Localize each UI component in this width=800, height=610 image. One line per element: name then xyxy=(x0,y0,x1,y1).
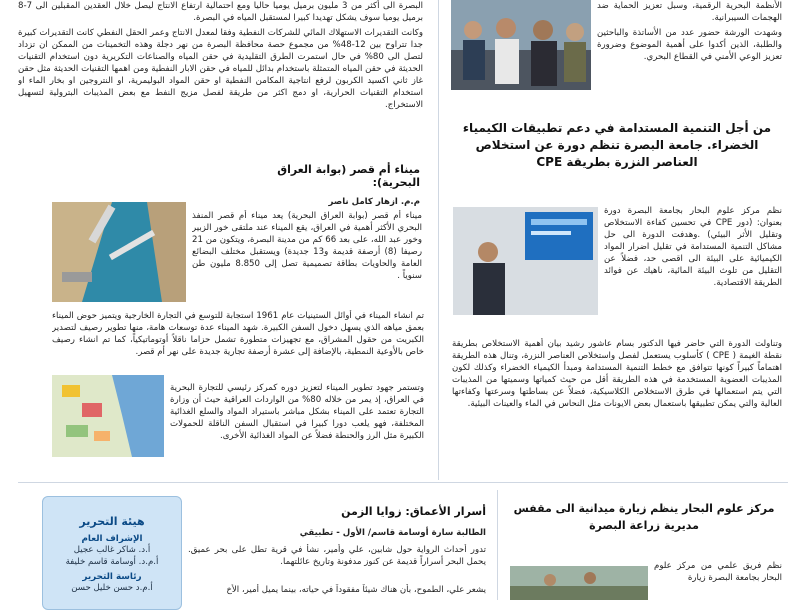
novel-body: تدور أحداث الرواية حول شابين، علي وأمير، نشأ في قرية تطل على بحر عميق. يحمل البحر أسراراً قديمة عن كنوز مدفونة وتاريخ عائلتهما. xyxy=(188,545,486,567)
supervisor-name: أ.م.د. أوسامة قاسم خليفة xyxy=(65,557,159,567)
top-left-article xyxy=(18,0,423,142)
location-map-illustration xyxy=(52,375,164,457)
visit-illustration xyxy=(510,566,648,600)
port-author: م.م. ازهار كامل ناصر xyxy=(328,197,420,207)
novel-body-continued: يشعر علي، الطموح، بأن هناك شيئاً مفقوداً في حياته، بينما يميل أمير، الأخ xyxy=(226,585,486,595)
visit-article-title: مركز علوم البحار ينظم زيارة ميدانية الى مقفس مديرية زراعة البصرة xyxy=(513,502,775,532)
port-body-2: وتستمر جهود تطوير الميناء لتعزيز دوره كمركز رئيسي للتجارة البحرية في العراق، إذ يمر من خلاله 80% من الواردات العراقية حيث أن وزارة التجارة تعتمد على الميناء بشكل مباشر باستيراد المواد والسلع الغذائية المختلفة، فهو يلعب دورا كبيرا في استقبال السفن الناقلة للحمولات الكبيرة مثل الرز والحنطة فضلاً عن المواد الغذائية الأخرى. xyxy=(170,383,424,441)
green-article-body: وتناولت الدورة التي حاضر فيها الدكتور بسام عاشور رشيد بيان أهمية الاستخلاص بطريقة نقطة الغيمة ( CPE ) كأسلوب يستعمل لفصل واستخلاص العناصر النزرة، وتنال هذه الطريقة اهتماماً كبيراً كونها تتوافق مع خطط التنمية المستدامة ومبدأ الكيمياء الخضراء وكذلك لكون المذيبات العضوية المستخدمة في هذه الطريقة أقل من حيث كمياتها وسميتها من المذيبات التي يتم استعمالها في طرق الاستخلاص الكلاسيكية، فضلاً عن بساطتها وسرعتها وكفاءتها العالية والتي يمكن تطبيقها باستعمال بعض الايونات مثل النحاس في الماء والعينات البيئية. xyxy=(452,339,782,409)
column-divider-bottom xyxy=(497,490,498,600)
visit-article-body: نظم فريق علمي من مركز علوم البحار بجامعة البصرة زيارة xyxy=(654,561,782,583)
paragraph: وشهدت الورشة حضور عدد من الأساتذة والباحثين والطلبة، الذين أكدوا على أهمية الموضوع وضرورة تعزيز الوعي الأمني في القطاع البحري. xyxy=(597,28,782,62)
port-aerial-photo xyxy=(52,202,186,302)
port-map-illustration xyxy=(52,202,186,302)
novel-author: الطالبة سارة أوسامة قاسم/ الأول - تطبيقي xyxy=(299,528,486,538)
audience-illustration xyxy=(451,0,591,90)
top-right-article xyxy=(597,0,782,100)
section-divider xyxy=(18,482,788,483)
novel-article-title: أسرار الأعماق: زوايا الزمن xyxy=(341,505,486,518)
workshop-photo xyxy=(451,0,591,90)
paragraph: البصرة الى أكثر من 3 مليون برميل يوميا حاليا ومع احتمالية ارتفاع الانتاج ليصل خلال العقدين المقبلين الى 7-8 برميل يوميا سوف يشكل تهديدا كبيرا لمستقبل المياه في البصرة. xyxy=(18,1,423,23)
port-location-map xyxy=(52,375,164,457)
paragraph: وكانت التقديرات الاستهلاك المائي للشركات النفطية وفقا لمعدل الانتاج وعمر الحقل النفطي كانت التقديرات كبيرة جدا تتراوح بين 12-48% من مجموع حصة محافظة البصرة من نهر دجلة وهذه التخمينات من الممكن ان تزداد لتصل الى 80% في حال استمرت الطرق التقليدية في حقن المياه والصناعات التكريرية دون استخدام التقنيات الحديثة في حقن المياه المتمثلة باستخدام بدائل للمياه في حقن الابار النفطية ومن اهمها التقنيات الحديثة مثل حقن غاز ثاني اكسيد الكربون لرفع انتاجية المكامن النفطية او حقن المواد البوليمرية، او النتروجين او بخار الماء او استخدام التقنيات الحرارية، او دمج اكثر من طريقة لفصل مزيج النفط مع بعض المذيبات البترولية لتسهيل الاستخراج. xyxy=(18,28,423,110)
editorial-board xyxy=(42,496,182,610)
green-article-title: من أجل التنمية المستدامة في دعم تطبيقات الكيمياء الخضراء. جامعة البصرة تنظم دورة عن استخلاص العناصر النزرة بطريقة CPE xyxy=(462,121,772,169)
port-intro: ميناء أم قصر (بوابة العراق البحرية) يعد ميناء أم قصر المنفذ البحري الأكثر أهمية في العراق، يقع الميناء عند ملتقى خور الزبير وخور عبد الله، على بعد 66 كم من مدينة البصرة، ويتكون من 21 رصيفا (8) أرصفة قديمة و13 جديدة) ويستقبل مختلف البضائع العامة والحاويات بطاقة تصميمية تصل إلى 8.850 مليون طن سنوياً . xyxy=(192,211,422,281)
supervisor-name: أ.د. شاكر غالب عجيل xyxy=(73,545,151,555)
editorial-title: هيئة التحرير xyxy=(79,515,145,528)
column-divider xyxy=(438,0,439,480)
visit-photo xyxy=(510,566,648,600)
paragraph: الأنظمة البحرية الرقمية، وسبل تعزيز الحماية ضد الهجمات السيبرانية. xyxy=(597,1,782,23)
port-body-1: تم انشاء الميناء في أوائل الستينيات عام 1961 استجابة للتوسع في التجارة الخارجية ويتميز حوض الميناء بعمق مياهه الذي يسهل دخول السفن الكبيرة. شهد الميناء عدة توسعات هامة، منها تطوير رصيف لتصدير الكبريت من حقول المشراق، مع تجهيزات متطورة تشمل حزاما ناقلاً أوتوماتيكياً، كما تم انشاء رصيف خاص بالأوعية النمطية، بالإضافة إلى عشرة أرصفة تجارية جديدة على نهر أم قصر. xyxy=(52,311,424,357)
lecture-illustration xyxy=(453,207,598,315)
port-article-title: ميناء أم قصر (بوابة العراق البحرية): xyxy=(277,163,420,189)
general-supervision-label: الإشراف العام xyxy=(81,534,143,544)
green-article-column: نظم مركز علوم البحار بجامعة البصرة دورة بعنوان: (دور CPE في تحسين كفاءة الاستخلاص وتقليل الأثر البيئي) .وهدفت الدورة الى حل مشاكل التنمية المستدامة في تقليل اضرار المواد الكيميائية على البيئة الى اقصى حد، فضلاً عن التقليل من تلوث البيئة المائية، ناهيك عن فوائد الطريقة الاقتصادية. xyxy=(604,206,782,288)
chief-editor-label: رئاسة التحرير xyxy=(82,572,142,582)
lecture-photo xyxy=(453,207,598,315)
chief-editor-name: أ.م.د حسن خليل حسن xyxy=(71,583,153,593)
